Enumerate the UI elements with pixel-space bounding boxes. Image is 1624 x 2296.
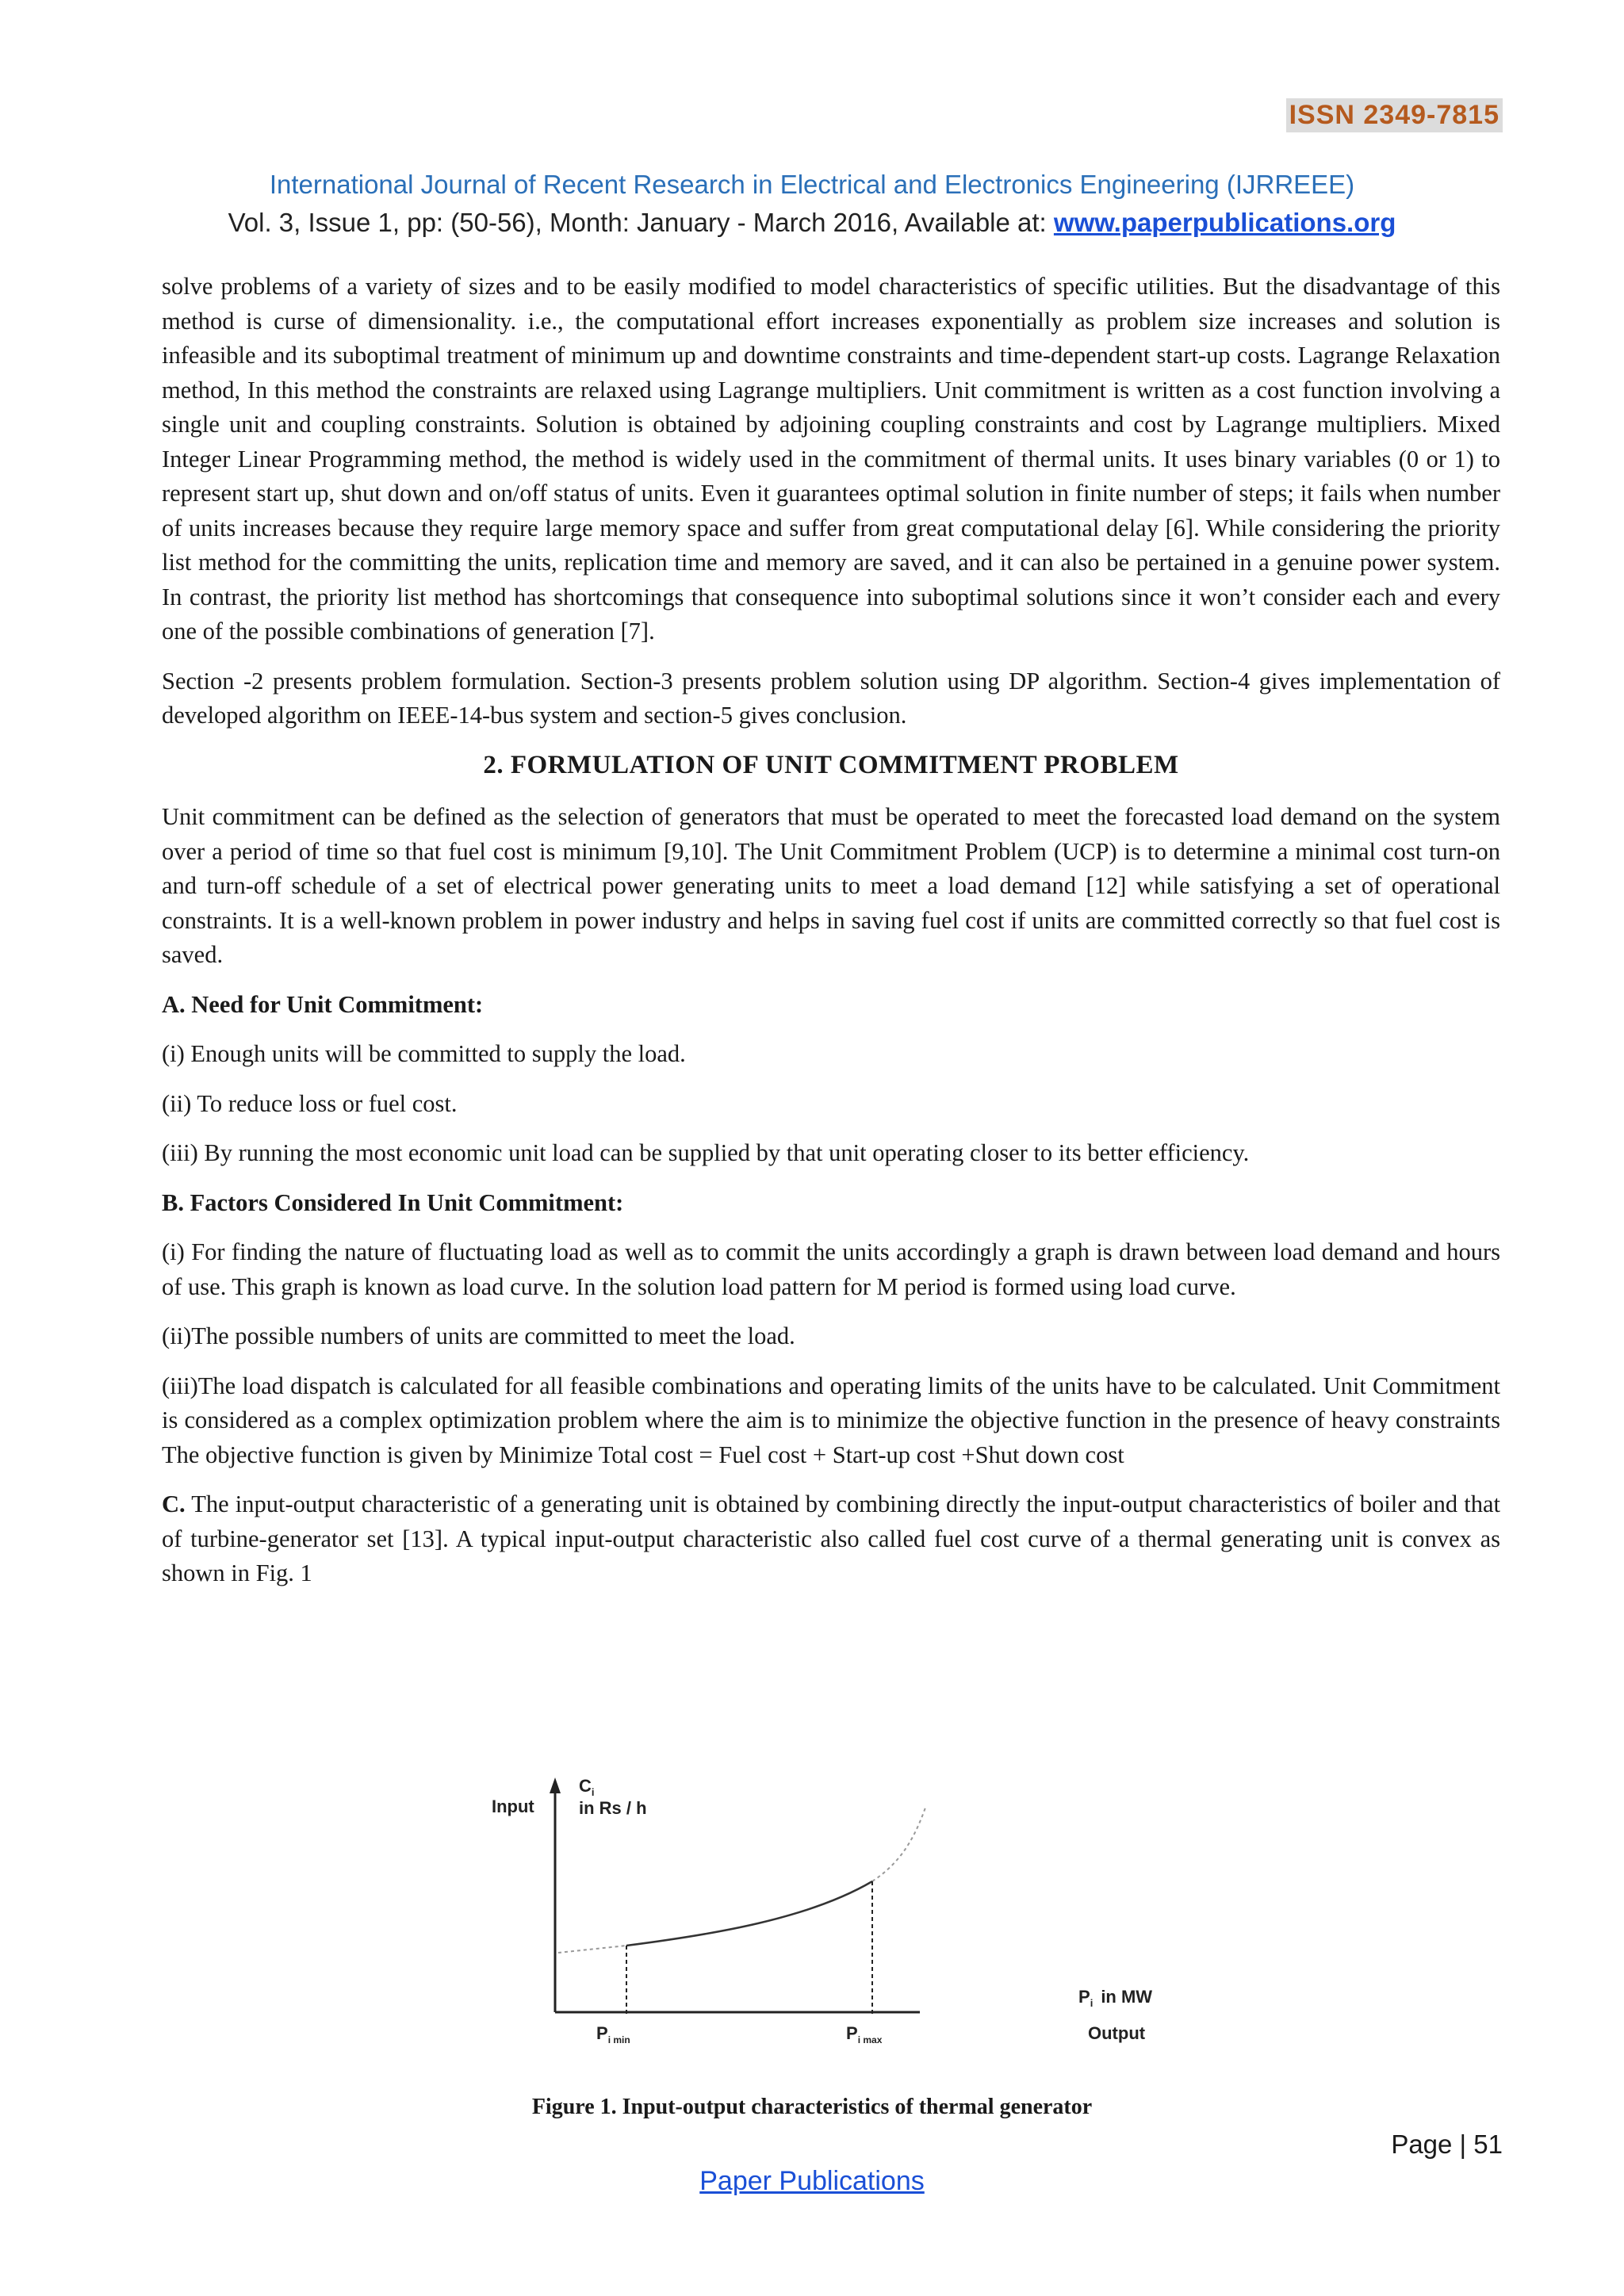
- pmax-label: $P_{i max}$: [846, 2023, 883, 2045]
- y-label-units: in Rs / h: [579, 1798, 647, 1818]
- journal-website-link[interactable]: www.paperpublications.org: [1053, 208, 1396, 237]
- paragraph-sections: Section -2 presents problem formulation. Section-3 presents problem solution using DP algorithm. Section-4 gives implementation of developed algorithm on IEEE-14-bus system and section-5 gives conclusion.: [162, 667, 1500, 729]
- curve-extension-right: [872, 1808, 925, 1881]
- need-item-2: (ii) To reduce loss or fuel cost.: [162, 1089, 458, 1117]
- subheading-need: A. Need for Unit Commitment:: [162, 990, 484, 1018]
- journal-title: International Journal of Recent Research in Electrical and Electronics Engineering (IJRREEE): [269, 170, 1355, 199]
- paragraph-characteristic: [162, 1487, 1500, 1591]
- pmin-label: $P_{i min}$: [596, 2023, 630, 2045]
- x-label-output: Output: [1088, 2023, 1146, 2043]
- subheading-factors: B. Factors Considered In Unit Commitment:: [162, 1188, 624, 1216]
- x-label-pi: $P_i$ in MW: [1078, 1987, 1153, 2009]
- article-body: [162, 270, 1500, 1606]
- c-text: The input-output characteristic of a generating unit is obtained by combining directly the input-output characteristics of boiler and that of turbine-generator set [13]. A typical input-output characteristic also called fuel cost curve of a thermal generating unit is convex as shown in Fig. 1: [162, 1490, 1500, 1586]
- y-axis-arrow: [550, 1777, 561, 1793]
- factor-item-3: (iii)The load dispatch is calculated for all feasible combinations and operating limits of the units have to be calculated. Unit Commitment is considered as a complex optimization problem where the aim is to minimize the objective function in the presence of heavy constraints The objective function is given by Minimize Total cost = Fuel cost + Start-up cost +Shut down cost: [162, 1372, 1500, 1468]
- need-item-1: (i) Enough units will be committed to supply the load.: [162, 1040, 686, 1067]
- figure-io-characteristic: [476, 1766, 1174, 2068]
- y-label-input: Input: [492, 1797, 534, 1816]
- factor-item-2: (ii)The possible numbers of units are committed to meet the load.: [162, 1322, 795, 1349]
- y-label-ci: $C_i$: [579, 1776, 595, 1798]
- paragraph-methods: solve problems of a variety of sizes and to be easily modified to model characteristics of specific utilities. But the disadvantage of this method is curse of dimensionality. i.e., the computational effort increases exponentially as problem size increases and solution is infeasible and its suboptimal treatment of minimum up and downtime constraints and time-dependent start-up costs. Lagrange Relaxation method, In this method the constraints are relaxed using Lagrange multipliers. Unit commitment is written as a cost function involving a single unit and coupling constraints. Solution is obtained by adjoining coupling constraints and cost by Lagrange multipliers. Mixed Integer Linear Programming method, the method is widely used in the commitment of thermal units. It uses binary variables (0 or 1) to represent start up, shut down and on/off status of units. Even it guarantees optimal solution in finite number of steps; it fails when number of units increases because they require large memory space and suffer from great computational delay [6]. While considering the priority list method for the committing the units, replication time and memory are saved, and it can also be pertained in a genuine power system. In contrast, the priority list method has shortcomings that consequence into suboptimal solutions since it won’t consider each and every one of the possible combinations of generation [7].: [162, 273, 1500, 645]
- journal-info: [0, 208, 1624, 238]
- issn-badge: ISSN 2349-7815: [1286, 98, 1503, 132]
- figure-caption: Figure 1. Input-output characteristics of thermal generator: [531, 2095, 1093, 2119]
- c-label: C.: [162, 1490, 186, 1517]
- need-item-3: (iii) By running the most economic unit load can be supplied by that unit operating closer to its better efficiency.: [162, 1139, 1250, 1166]
- page-number: Page | 51: [1391, 2130, 1503, 2159]
- publisher-link[interactable]: Paper Publications: [699, 2166, 925, 2196]
- paragraph-definition: Unit commitment can be defined as the selection of generators that must be operated to meet the forecasted load demand on the system over a period of time so that fuel cost is minimum [9,10]. The Unit Commitment Problem (UCP) is to determine a minimal cost turn-on and turn-off schedule of a set of electrical power generating units to meet a load demand [12] while satisfying a set of operational constraints. It is a well-known problem in power industry and helps in saving fuel cost if units are committed correctly so that fuel cost is saved.: [162, 803, 1500, 968]
- fuel-cost-curve: [626, 1881, 872, 1946]
- publisher-footer: [0, 2166, 1624, 2197]
- io-chart-svg: [476, 1766, 1174, 2068]
- curve-extension-left: [558, 1946, 626, 1953]
- section-heading-formulation: 2. FORMULATION OF UNIT COMMITMENT PROBLEM: [483, 750, 1179, 779]
- journal-info-text: Vol. 3, Issue 1, pp: (50-56), Month: January - March 2016, Available at:: [228, 208, 1054, 237]
- factor-item-1: (i) For finding the nature of fluctuating load as well as to commit the units accordingly a graph is drawn between load demand and hours of use. This graph is known as load curve. In the solution load pattern for M period is formed using load curve.: [162, 1238, 1500, 1300]
